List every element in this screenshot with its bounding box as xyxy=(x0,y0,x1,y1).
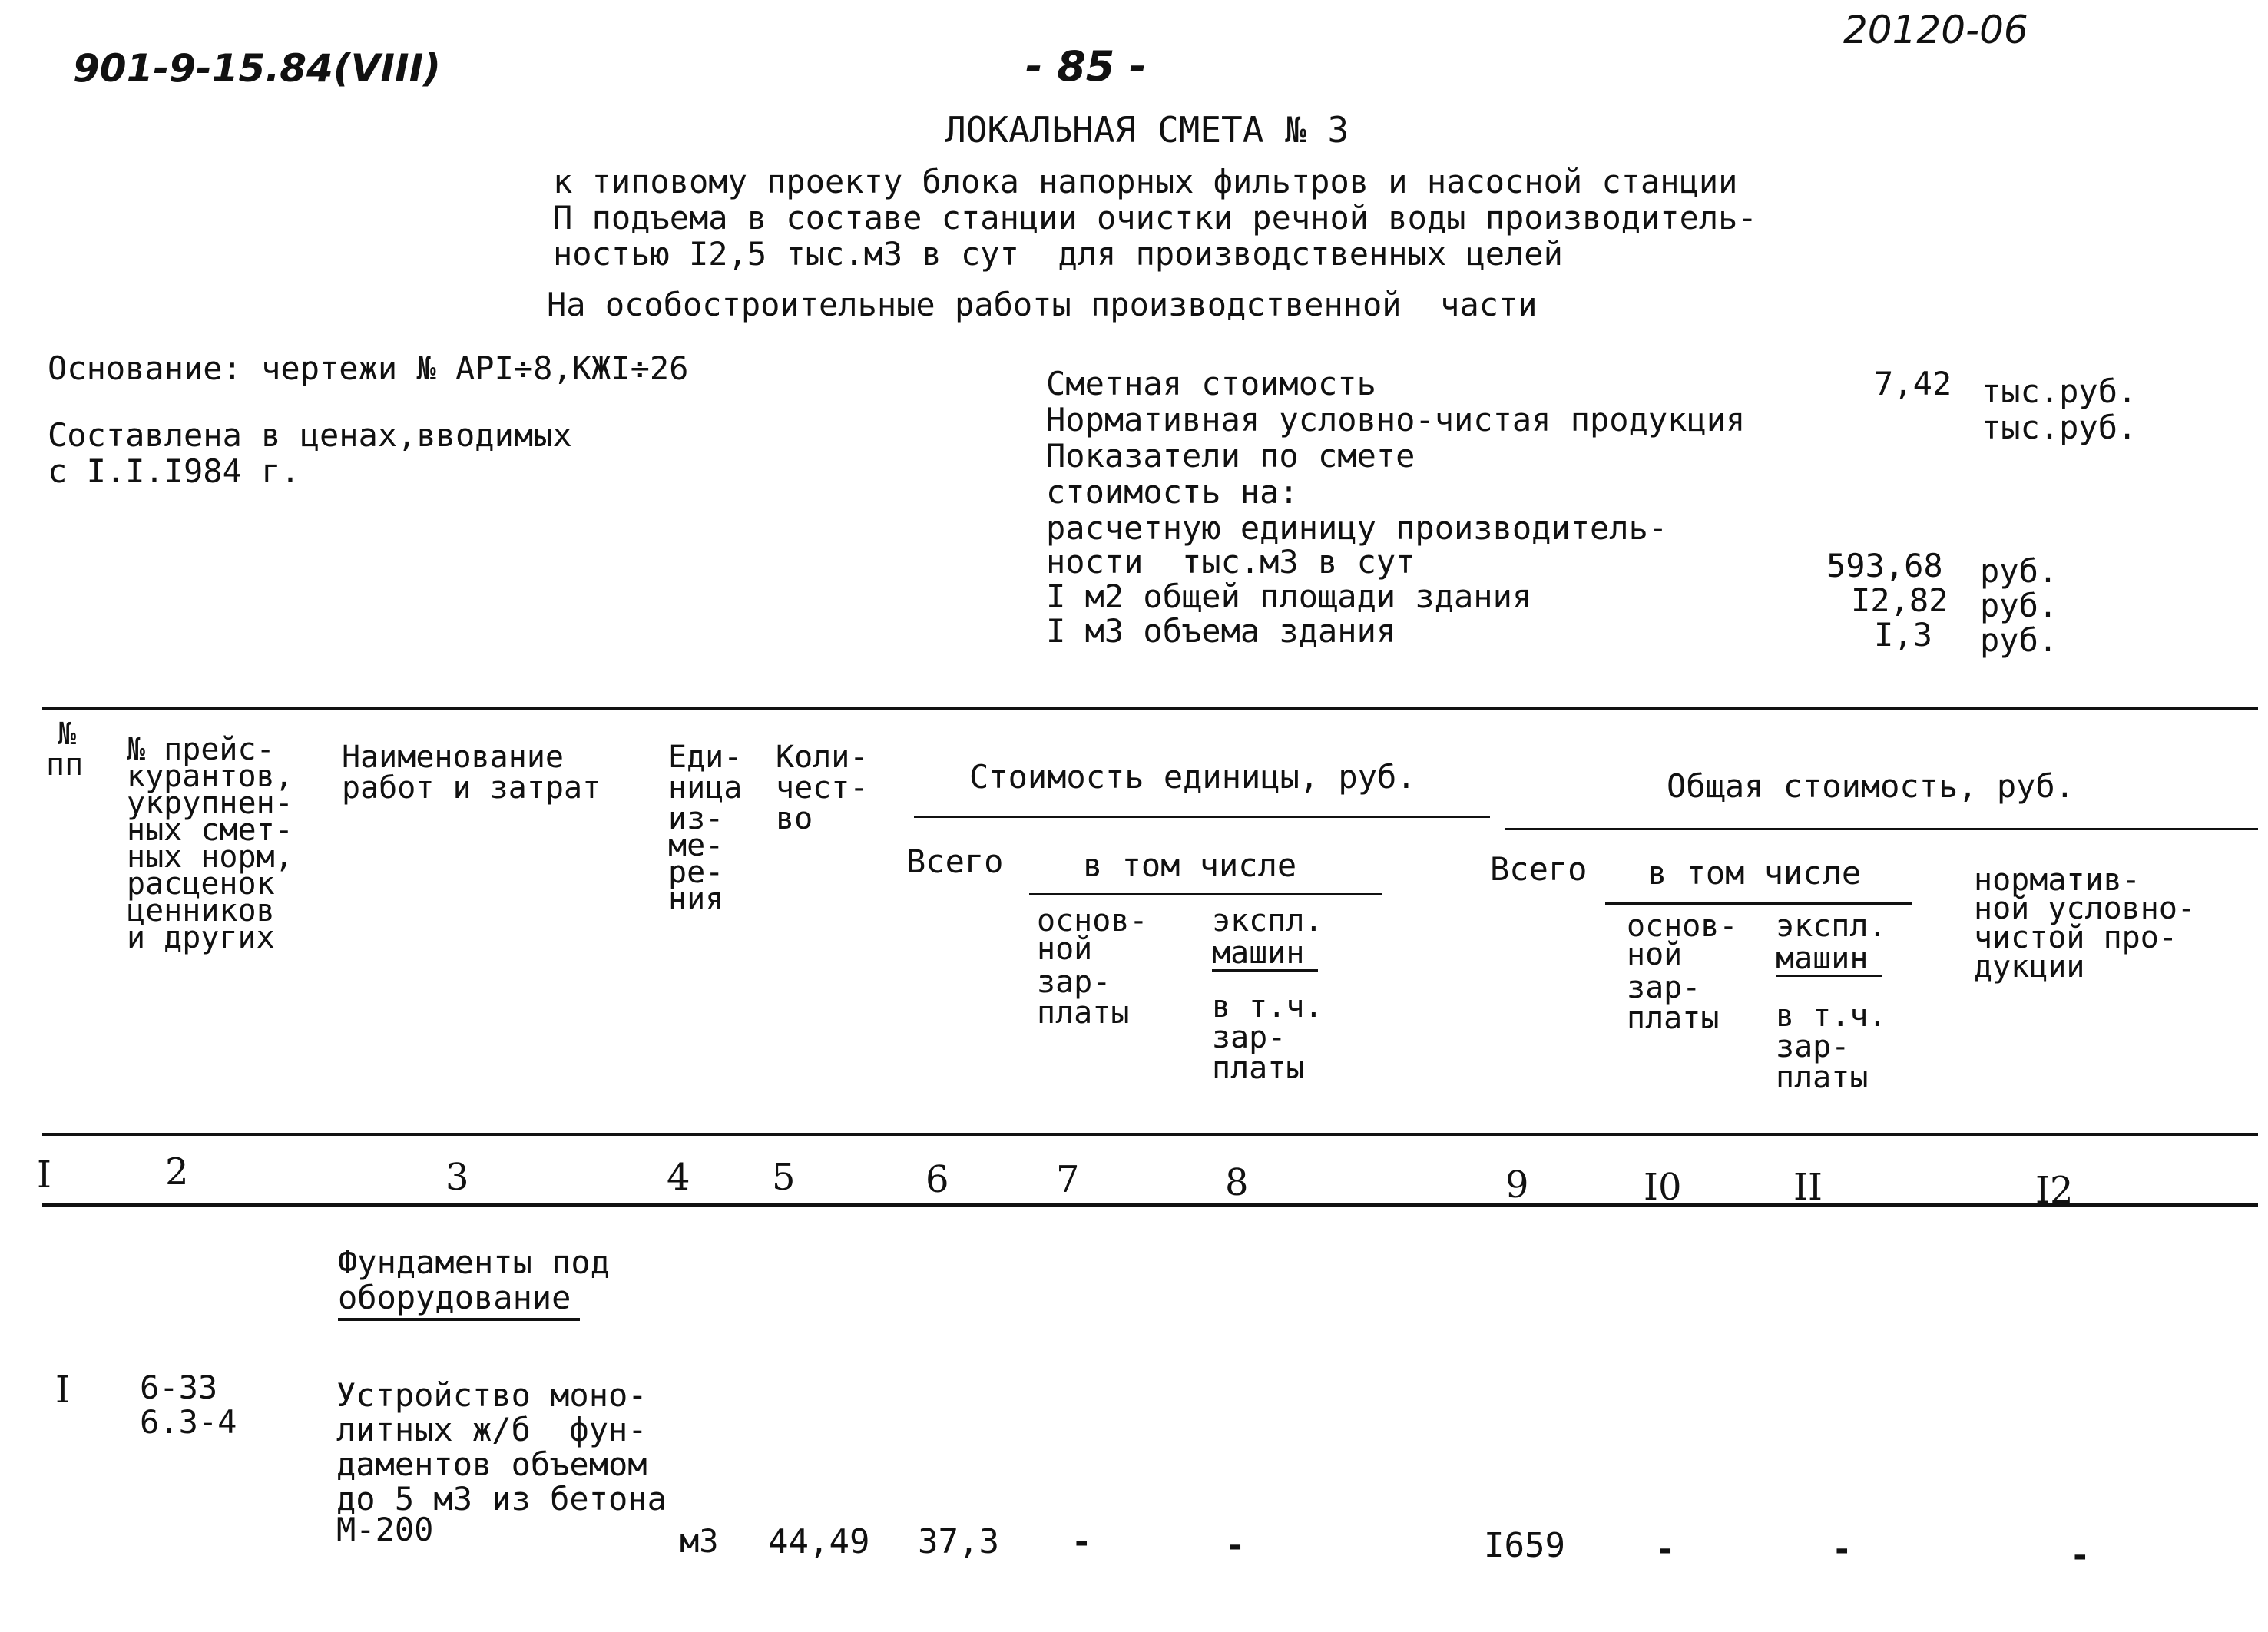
column-number-12: I2 xyxy=(2035,1169,2074,1212)
unit-wage-head-2: ной xyxy=(1037,932,1093,967)
prices-line-2: с I.I.I984 г. xyxy=(48,452,300,490)
unit-incl-wage-head-1: в т.ч. xyxy=(1212,989,1323,1025)
row-name-1: Устройство моно- xyxy=(336,1376,647,1414)
row-unit-total: 37,3 xyxy=(918,1522,999,1561)
unit-all-head: Всего xyxy=(906,842,1004,880)
norm-product-head-2: ной условно- xyxy=(1974,891,2196,926)
row-code-2: 6.3-4 xyxy=(140,1403,237,1441)
col5-head-1: Коли- xyxy=(776,740,869,775)
unit-incl-wage-head-2: зар- xyxy=(1212,1020,1286,1055)
row-name-3: даментов объемом xyxy=(336,1445,647,1483)
cost-on-label: стоимость на: xyxy=(1046,473,1299,511)
total-incl-wage-head-2: зар- xyxy=(1776,1029,1850,1064)
row-quantity: 44,49 xyxy=(768,1522,870,1561)
per-unit-value: 593,68 xyxy=(1826,547,1943,584)
total-all-head: Всего xyxy=(1490,850,1588,888)
unit-wage-head-3: зар- xyxy=(1037,965,1111,1000)
section-title-1: Фундаменты под xyxy=(338,1243,611,1281)
column-number-9: 9 xyxy=(1505,1164,1529,1207)
column-number-8: 8 xyxy=(1225,1161,1249,1204)
col2-head-1: № прейс- xyxy=(127,732,275,767)
total-machines-head: экспл. машин xyxy=(1776,909,1887,976)
unit-wage-head-4: платы xyxy=(1037,995,1130,1031)
norm-product-head-4: дукции xyxy=(1974,949,2085,985)
column-number-10: I0 xyxy=(1644,1166,1682,1209)
col2-head-2: курантов, xyxy=(127,759,293,794)
header-bottom-rule xyxy=(42,1133,2258,1136)
unit-cost-group-rule xyxy=(914,816,1490,818)
column-number-6: 6 xyxy=(925,1158,949,1201)
indicators-label: Показатели по смете xyxy=(1046,437,1415,475)
row-unit: м3 xyxy=(680,1522,719,1560)
row-name-5: М-200 xyxy=(336,1511,434,1548)
col2-head-5: ных норм, xyxy=(127,839,293,875)
total-cost-group-head: Общая стоимость, руб. xyxy=(1667,767,2075,805)
total-wage-head-1: основ- xyxy=(1627,909,1738,944)
total-wage-head-3: зар- xyxy=(1627,970,1701,1005)
total-wage-head-4: платы xyxy=(1627,1001,1720,1036)
prices-line-1: Составлена в ценах,вводимых xyxy=(48,416,572,454)
unit-cost-group-head: Стоимость единицы, руб. xyxy=(969,758,1416,796)
subtitle-line-3: ностью I2,5 тыс.м3 в сут для производственных целей xyxy=(553,235,1563,273)
estimated-cost-unit: тыс.руб. xyxy=(1982,372,2137,410)
unit-incl-head: в том числе xyxy=(1083,846,1297,884)
col4-head-2: ница xyxy=(668,770,743,806)
total-incl-wage-head-3: платы xyxy=(1776,1060,1869,1095)
per-m2-label: I м2 общей площади здания xyxy=(1046,578,1532,615)
row-number: I xyxy=(55,1369,70,1412)
col2-head-7: ценников xyxy=(127,893,275,929)
total-cost-group-rule xyxy=(1505,828,2258,830)
col2-head-6: расценок xyxy=(127,866,275,902)
per-unit-label-2: ности тыс.м3 в сут xyxy=(1046,543,1415,581)
col2-head-8: и других xyxy=(127,920,275,955)
subtitle-line-1: к типовому проекту блока напорных фильтров и насосной станции xyxy=(553,163,1738,200)
row-name-4: до 5 м3 из бетона xyxy=(336,1480,667,1518)
per-m2-unit: руб. xyxy=(1980,587,2058,624)
col2-head-3: укрупнен- xyxy=(127,786,293,821)
per-m3-unit: руб. xyxy=(1980,621,2058,659)
subtitle-line-2: П подъема в составе станции очистки речной воды производитель- xyxy=(553,199,1757,237)
column-number-7: 7 xyxy=(1056,1158,1080,1201)
per-m2-value: I2,82 xyxy=(1851,581,1948,619)
normative-product-unit: тыс.руб. xyxy=(1982,409,2137,446)
col1-head-1: № xyxy=(58,717,77,752)
estimated-cost-value: 7,42 xyxy=(1874,365,1952,402)
unit-wage-head-1: основ- xyxy=(1037,903,1148,938)
basis-line: Основание: чертежи № АРI÷8,КЖI÷26 xyxy=(48,349,689,387)
col2-head-4: ных смет- xyxy=(127,813,293,848)
per-m3-label: I м3 объема здания xyxy=(1046,612,1396,650)
per-unit-label-1: расчетную единицу производитель- xyxy=(1046,509,1668,547)
row-total-wage: - xyxy=(1655,1530,1676,1569)
works-line: На особостроительные работы производственной части xyxy=(547,286,1538,323)
per-m3-value: I,3 xyxy=(1874,616,1932,654)
row-norm-product: - xyxy=(2070,1536,2091,1575)
document-code: 901-9-15.84(VIII) xyxy=(73,46,442,91)
col4-head-4: ме- xyxy=(668,828,724,863)
unit-incl-wage-head-3: платы xyxy=(1212,1051,1305,1086)
col4-head-1: Еди- xyxy=(668,740,743,775)
column-numbers-rule xyxy=(42,1203,2258,1207)
row-code-1: 6-33 xyxy=(140,1369,218,1406)
per-unit-unit: руб. xyxy=(1980,552,2058,590)
archive-number: 20120-06 xyxy=(1843,8,2028,52)
col1-head-2: пп xyxy=(46,747,84,783)
unit-incl-rule xyxy=(1029,893,1382,895)
column-number-3: 3 xyxy=(445,1156,469,1199)
col5-head-2: чест- xyxy=(776,770,869,806)
norm-product-head-3: чистой про- xyxy=(1974,920,2177,955)
column-number-4: 4 xyxy=(667,1156,690,1199)
col4-head-5: ре- xyxy=(668,855,724,890)
unit-machines-head: экспл. машин xyxy=(1212,903,1323,971)
column-number-1: I xyxy=(37,1154,51,1197)
row-total-machines: - xyxy=(1832,1530,1852,1569)
page-number: - 85 - xyxy=(1025,42,1147,91)
column-number-5: 5 xyxy=(772,1156,796,1199)
table-top-rule xyxy=(42,707,2258,710)
col3-head-2: работ и затрат xyxy=(342,770,601,806)
total-incl-wage-head-1: в т.ч. xyxy=(1776,998,1887,1034)
total-incl-head: в том числе xyxy=(1647,854,1862,892)
column-number-2: 2 xyxy=(165,1150,189,1193)
col4-head-6: ния xyxy=(668,882,724,917)
estimated-cost-label: Сметная стоимость xyxy=(1046,365,1376,402)
row-unit-machines: - xyxy=(1225,1526,1246,1565)
section-title-2: оборудование xyxy=(338,1281,580,1321)
row-name-2: литных ж/б фун- xyxy=(336,1411,647,1448)
norm-product-head-1: норматив- xyxy=(1974,862,2141,898)
column-number-11: II xyxy=(1793,1166,1823,1209)
col5-head-3: во xyxy=(776,801,813,836)
total-wage-head-2: ной xyxy=(1627,937,1683,972)
total-incl-rule xyxy=(1605,902,1912,905)
row-unit-wage: - xyxy=(1071,1522,1092,1561)
estimate-title: ЛОКАЛЬНАЯ СМЕТА № 3 xyxy=(945,109,1349,151)
row-total: I659 xyxy=(1484,1526,1565,1565)
col3-head-1: Наименование xyxy=(342,740,564,775)
normative-product-label: Нормативная условно-чистая продукция xyxy=(1046,401,1746,439)
col4-head-3: из- xyxy=(668,801,724,836)
